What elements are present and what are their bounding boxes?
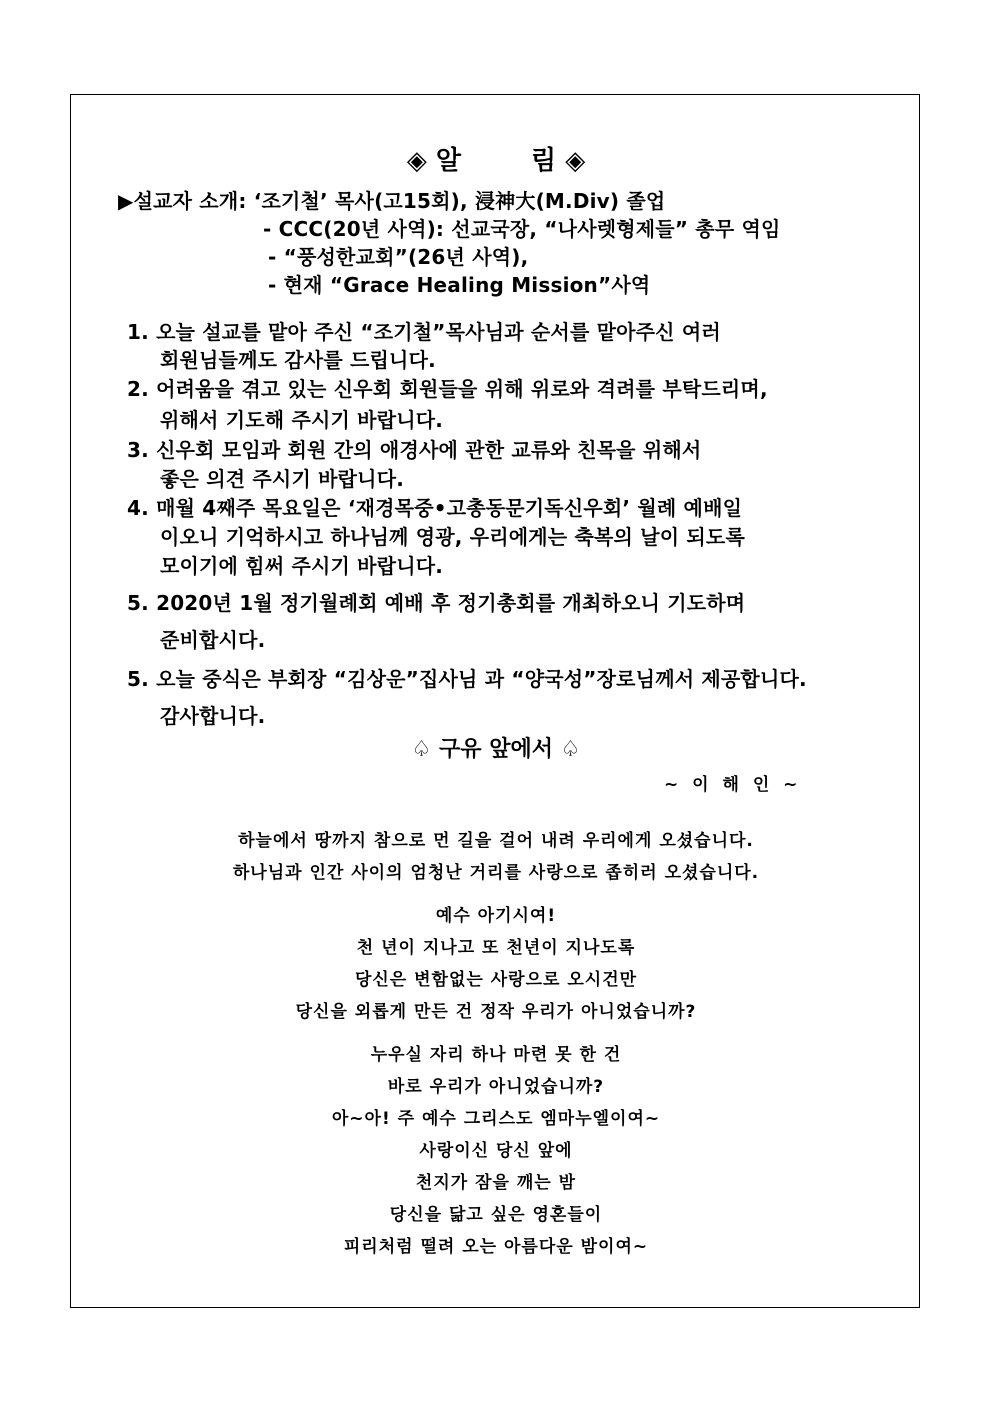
poem-line: 아~아! 주 예수 그리스도 엠마누엘이여~: [331, 1109, 661, 1129]
notice-title: [0, 140, 992, 177]
notice-item-5-cont: 준비합시다.: [160, 628, 266, 652]
title-first-char: 알: [435, 146, 461, 176]
diamond-right-icon: ◈: [565, 146, 586, 176]
poem-title: ♤ 구유 앞에서 ♤: [411, 737, 581, 762]
notice-item-3-cont: 좋은 의견 주시기 바랍니다.: [160, 467, 405, 491]
notice-item-4-cont: 이오니 기억하시고 하나님께 영광, 우리에게는 축복의 날이 되도록: [160, 525, 745, 549]
poem-line: 천지가 잠을 깨는 밤: [415, 1173, 577, 1193]
poem-line: 하늘에서 땅까지 참으로 먼 길을 걸어 내려 우리에게 오셨습니다.: [238, 831, 754, 851]
poem-line: 당신은 변함없는 사랑으로 오시건만: [354, 970, 638, 990]
notice-item-3: 3. 신우회 모임과 회원 간의 애경사에 관한 교류와 친목을 위해서: [127, 438, 702, 462]
notice-item-4-cont2: 모이기에 힘써 주시기 바랍니다.: [160, 554, 444, 578]
poem-line: 누우실 자리 하나 마련 못 한 건: [370, 1045, 622, 1065]
notice-item-2-cont: 위해서 기도해 주시기 바랍니다.: [160, 408, 444, 432]
notice-item-4: 4. 매월 4째주 목요일은 ‘재경목중•고총동문기독신우회’ 월례 예배일: [127, 496, 743, 520]
speaker-career-church: - “풍성한교회”(26년 사역),: [268, 245, 529, 269]
title-second-char: 림: [531, 146, 557, 176]
poem-line: 피리처럼 떨려 오는 아름다운 밤이여~: [343, 1237, 649, 1257]
notice-item-6: 5. 오늘 중식은 부회장 “김상운”집사님 과 “양국성”장로님께서 제공합니다.: [127, 667, 807, 691]
notice-item-2: 2. 어려움을 겪고 있는 신우회 회원들을 위해 위로와 격려를 부탁드리며,: [127, 377, 768, 401]
notice-item-1-cont: 회원님들께도 감사를 드립니다.: [160, 348, 436, 372]
notice-item-6-cont: 감사합니다.: [160, 704, 266, 728]
poem-line: 하나님과 인간 사이의 엄청난 거리를 사랑으로 좁히러 오셨습니다.: [232, 863, 760, 883]
poem-line: 당신을 닮고 싶은 영혼들이: [389, 1205, 603, 1225]
poem-author: ~ 이 해 인 ~: [664, 775, 802, 795]
poem-line: 천 년이 지나고 또 천년이 지나도록: [356, 938, 636, 958]
notice-item-1: 1. 오늘 설교를 맡아 주신 “조기철”목사님과 순서를 맡아주신 여러: [127, 320, 721, 344]
speaker-career-ccc: - CCC(20년 사역): 선교국장, “나사렛형제들” 총무 역임: [263, 217, 781, 241]
poem-line: 당신을 외롭게 만든 건 정작 우리가 아니었습니까?: [295, 1002, 697, 1022]
notice-item-5: 5. 2020년 1월 정기월례회 예배 후 정기총회를 개최하오니 기도하며: [127, 591, 746, 615]
speaker-intro: ▶설교자 소개: ‘조기철’ 목사(고15회), 浸神大(M.Div) 졸업: [118, 189, 666, 213]
diamond-left-icon: ◈: [406, 146, 427, 176]
poem-line: 사랑이신 당신 앞에: [419, 1141, 573, 1161]
poem-line: 바로 우리가 아니었습니까?: [387, 1077, 605, 1097]
speaker-career-current: - 현재 “Grace Healing Mission”사역: [268, 273, 651, 297]
poem-line: 예수 아기시여!: [435, 906, 557, 926]
